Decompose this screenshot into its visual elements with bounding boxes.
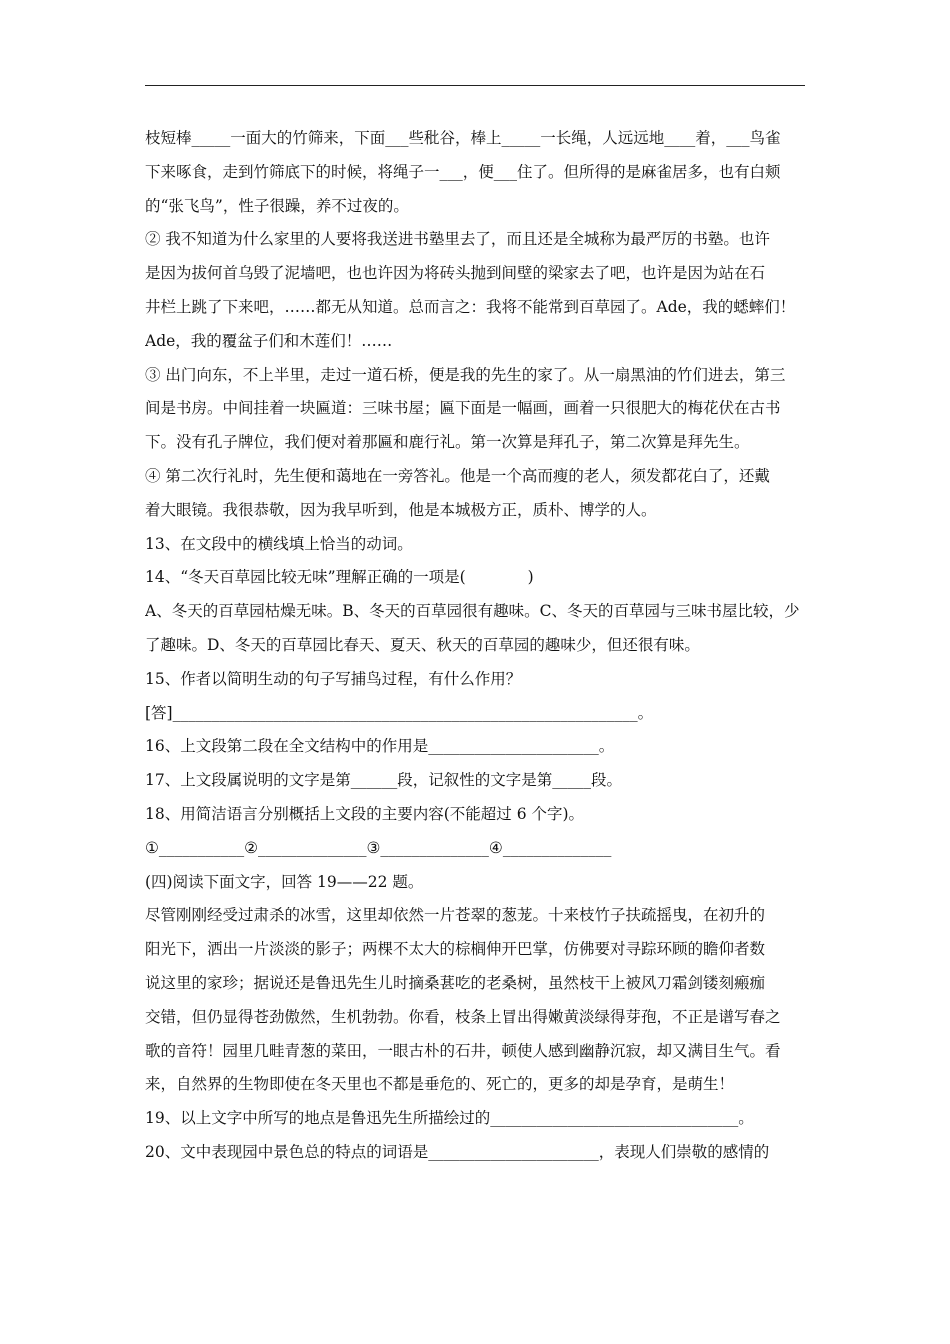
- question-14: 14、“冬天百草园比较无味”理解正确的一项是( ): [145, 568, 534, 587]
- question-17: 17、上文段属说明的文字是第______段，记叙性的文字是第_____段。: [145, 771, 622, 790]
- passage-line: 歌的音符！园里几畦青葱的菜田，一眼古朴的石井，顿使人感到幽静沉寂，却又满目生气。看: [145, 1041, 781, 1060]
- passage-line: 着大眼镜。我很恭敬，因为我早听到，他是本城极方正，质朴、博学的人。: [145, 500, 657, 519]
- question-19: 19、以上文字中所写的地点是鲁迅先生所描绘过的________________________________。: [145, 1109, 754, 1128]
- passage-line: 间是书房。中间挂着一块匾道：三味书屋；匾下面是一幅画，画着一只很肥大的梅花伏在古书: [145, 399, 781, 418]
- passage-line: ③ 出门向东，不上半里，走过一道石桥，便是我的先生的家了。从一扇黑油的竹们进去，第三: [145, 365, 786, 384]
- passage-line: 井栏上跳了下来吧，……都无从知道。总而言之：我将不能常到百草园了。Ade，我的蟋蟀们！: [145, 297, 796, 316]
- question-18: 18、用简洁语言分别概括上文段的主要内容(不能超过 6 个字)。: [145, 804, 585, 823]
- question-15: 15、作者以简明生动的句子写捕鸟过程，有什么作用？: [145, 669, 522, 688]
- passage-line: 下。没有孔子牌位，我们便对着那匾和鹿行礼。第一次算是拜孔子，第二次算是拜先生。: [145, 433, 750, 452]
- passage-line: 下来啄食，走到竹筛底下的时候，将绳子一___，便___住了。但所得的是麻雀居多，也有白颊: [145, 162, 781, 181]
- question-16: 16、上文段第二段在全文结构中的作用是______________________。: [145, 737, 615, 756]
- passage-line: Ade，我的覆盆子们和木莲们！……: [145, 331, 393, 350]
- passage-line: 交错，但仍显得苍劲傲然，生机勃勃。你看，枝条上冒出得嫩黄淡绿得芽孢，不正是谱写春之: [145, 1007, 781, 1026]
- question-14-options: A、冬天的百草园枯燥无味。B、冬天的百草园很有趣味。C、冬天的百草园与三味书屋比较，少: [145, 602, 800, 621]
- question-13: 13、在文段中的横线填上恰当的动词。: [145, 534, 413, 553]
- passage-line: 的“张飞鸟”，性子很躁，养不过夜的。: [145, 196, 409, 215]
- question-18-blanks: ①___________②______________③______________④______________: [145, 838, 612, 857]
- passage-line: 阳光下，洒出一片淡淡的影子；两棵不太大的棕榈伸开巴掌，仿佛要对寻踪环顾的瞻仰者数: [145, 940, 766, 959]
- section-heading: (四)阅读下面文字，回答 19——22 题。: [145, 872, 424, 891]
- question-20: 20、文中表现园中景色总的特点的词语是______________________，表现人们崇敬的感情的: [145, 1142, 770, 1161]
- answer-line: [答]____________________________________________________________。: [145, 703, 654, 722]
- passage-line: 尽管刚刚经受过肃杀的冰雪，这里却依然一片苍翠的葱茏。十来枝竹子扶疏摇曳，在初升的: [145, 906, 766, 925]
- passage-line: 来，自然界的生物即使在冬天里也不都是垂危的、死亡的，更多的却是孕育，是萌生！: [145, 1075, 735, 1094]
- document-body: [145, 122, 810, 1170]
- question-14-options: 了趣味。D、冬天的百草园比春天、夏天、秋天的百草园的趣味少，但还很有味。: [145, 635, 700, 654]
- passage-line: 说这里的家珍；据说还是鲁迅先生儿时摘桑葚吃的老桑树，虽然枝干上被风刀霜剑镂刻瘢痂: [145, 973, 766, 992]
- passage-line: 枝短棒_____一面大的竹筛来，下面___些秕谷，棒上_____一长绳，人远远地____着，___鸟雀: [145, 129, 781, 147]
- header-rule: [145, 85, 805, 86]
- passage-line: ② 我不知道为什么家里的人要将我送进书塾里去了，而且还是全城称为最严厉的书塾。也许: [145, 230, 770, 249]
- passage-line: ④ 第二次行礼时，先生便和蔼地在一旁答礼。他是一个高而瘦的老人，须发都花白了，还戴: [145, 466, 770, 485]
- passage-line: 是因为拔何首乌毁了泥墙吧，也也许因为将砖头抛到间壁的梁家去了吧，也许是因为站在石: [145, 264, 766, 283]
